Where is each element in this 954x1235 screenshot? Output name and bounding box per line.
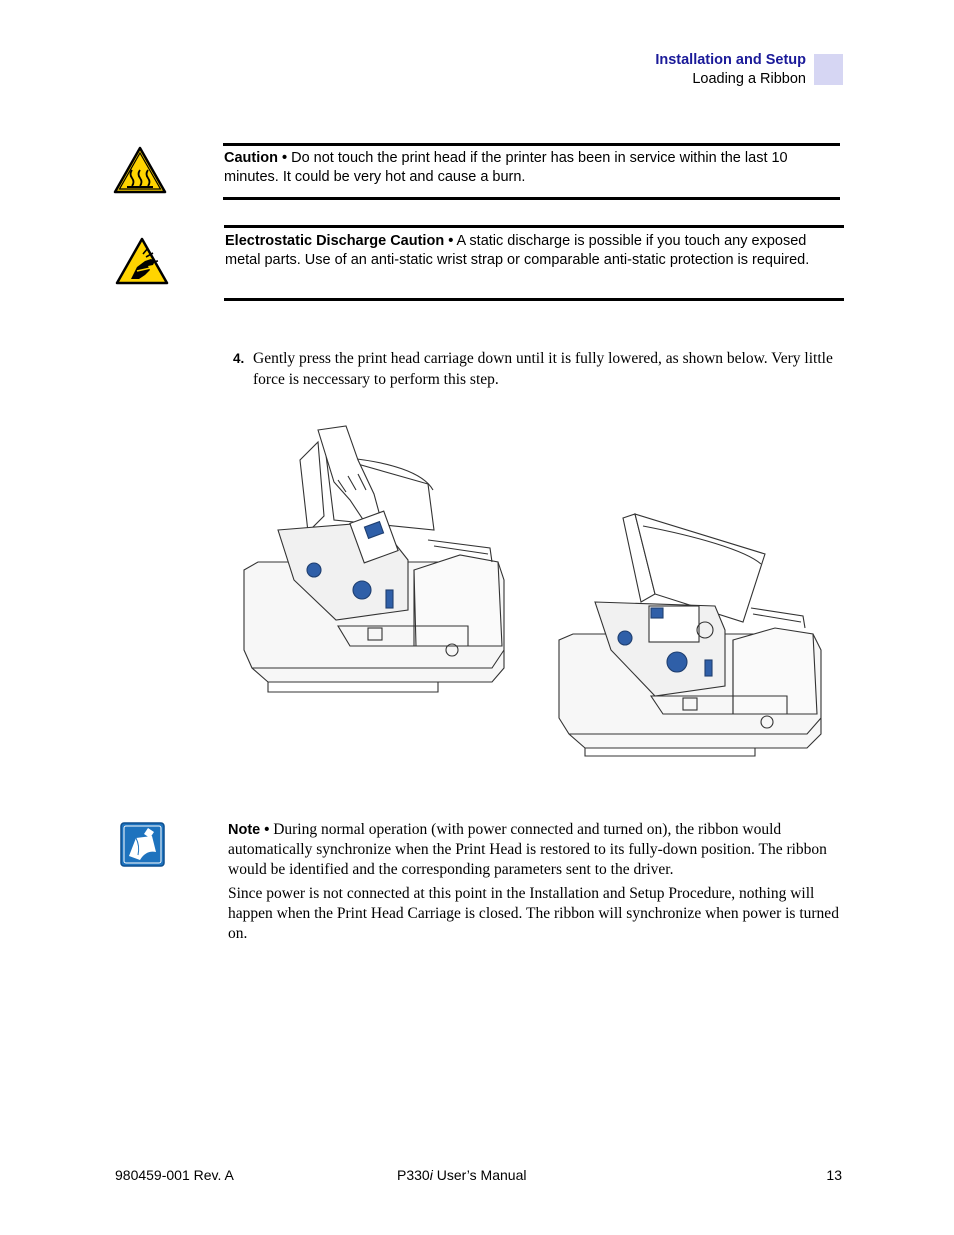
step-4 — [233, 348, 843, 390]
step-number: 4. — [233, 351, 245, 366]
esd-caution-bottom-rule — [224, 298, 844, 301]
footer-manual-title-suffix: User’s Manual — [432, 1167, 527, 1183]
header-tab-marker — [814, 54, 843, 85]
note-paragraph-1 — [228, 820, 843, 880]
printer-figure-lowered — [555, 510, 830, 765]
printer-figure-lowering — [238, 420, 513, 705]
esd-caution-text-block — [225, 232, 845, 270]
footer-page-number: 13 — [826, 1167, 842, 1183]
footer-manual-title — [397, 1167, 526, 1183]
footer-doc-number: 980459-001 Rev. A — [115, 1167, 234, 1183]
header-subsection-title: Loading a Ribbon — [692, 71, 806, 87]
caution-top-rule — [223, 143, 840, 146]
step-text: Gently press the print head carriage down until it is fully lowered, as shown below. Very little force is neccessary to perform this step. — [253, 350, 833, 388]
esd-caution-top-rule — [224, 225, 844, 228]
esd-caution-label: Electrostatic Discharge Caution • — [225, 233, 454, 249]
note-paragraph-2: Since power is not connected at this point in the Installation and Setup Procedure, nothing will happen when the Print Head Carriage is closed. The ribbon will synchronize when power is turned on. — [228, 885, 839, 942]
caution-text: Do not touch the print head if the printer has been in service within the last 10 minutes. It could be very hot and cause a burn. — [224, 150, 788, 185]
note-block — [228, 820, 843, 948]
caution-label: Caution • — [224, 150, 288, 166]
hot-surface-icon — [113, 146, 167, 199]
caution-bottom-rule — [223, 197, 840, 200]
footer-manual-title-italic: i — [429, 1167, 433, 1183]
footer-manual-title-prefix: P330 — [397, 1167, 430, 1183]
electrostatic-discharge-icon — [115, 237, 169, 290]
header-section-title: Installation and Setup — [655, 52, 806, 68]
note-paragraph-1-text: During normal operation (with power connected and turned on), the ribbon would automatically synchronize when the Print Head is restored to its fully-down position. The ribbon would be identified and the corresponding parameters sent to the driver. — [228, 821, 827, 878]
note-icon — [120, 822, 165, 872]
caution-text-block — [224, 149, 839, 187]
esd-caution-text: A static discharge is possible if you touch any exposed metal parts. Use of an anti-static wrist strap or comparable anti-static protection is required. — [225, 233, 810, 268]
note-label: Note • — [228, 822, 270, 838]
